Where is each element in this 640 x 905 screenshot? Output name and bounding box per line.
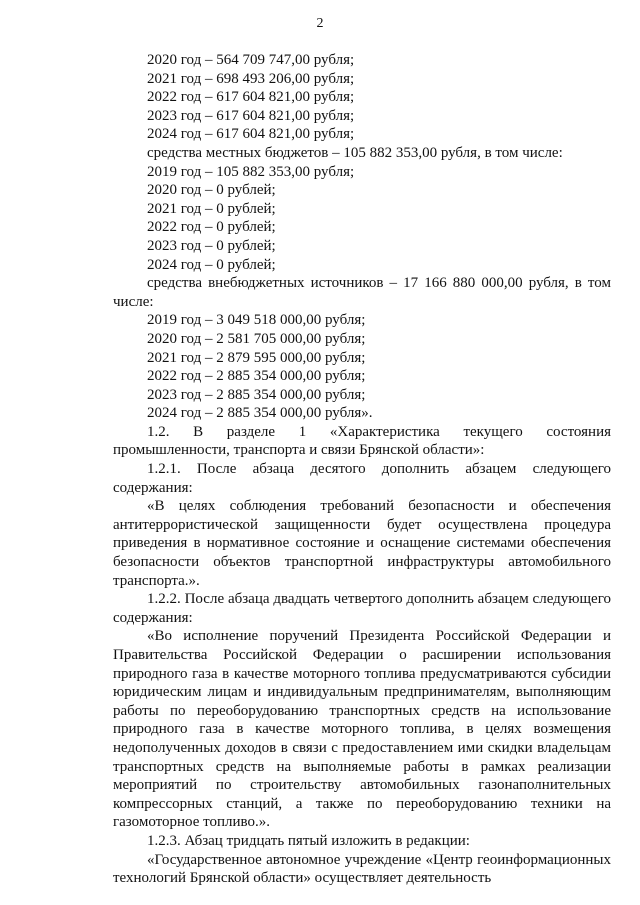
funding-line: 2022 год – 2 885 354 000,00 рубля; xyxy=(147,368,366,385)
funding-line: 2019 год – 3 049 518 000,00 рубля; xyxy=(147,312,366,329)
funding-line: 2020 год – 2 581 705 000,00 рубля; xyxy=(147,330,366,347)
funding-line: 2023 год – 0 рублей; xyxy=(147,237,276,254)
funding-line: 2022 год – 617 604 821,00 рубля; xyxy=(147,89,355,106)
page-number: 2 xyxy=(316,16,324,31)
extrabudget-paragraph: средства внебюджетных источников – 17 166 880 000,00 рубля, в том числе: xyxy=(113,275,611,310)
quote-3: «Государственное автономное учреждение «Центр геоинформационных технологий Брянской области» осуществляет деятельность xyxy=(113,851,611,887)
funding-line: 2023 год – 617 604 821,00 рубля; xyxy=(147,107,355,124)
funding-line: 2024 год – 617 604 821,00 рубля; xyxy=(147,126,355,143)
document-body xyxy=(113,51,611,888)
funding-list-b xyxy=(113,311,611,423)
funding-line: 2019 год – 105 882 353,00 рубля; xyxy=(147,163,355,180)
paragraph-1-2-3: 1.2.3. Абзац тридцать пятый изложить в редакции: xyxy=(147,832,470,849)
paragraph-1-2-2: 1.2.2. После абзаца двадцать четвертого дополнить абзацем следующего содержания: xyxy=(113,591,611,626)
funding-line: 2024 год – 2 885 354 000,00 рубля». xyxy=(147,405,373,422)
funding-line: 2021 год – 0 рублей; xyxy=(147,200,276,217)
funding-line: 2024 год – 0 рублей; xyxy=(147,256,276,273)
funding-line: 2021 год – 698 493 206,00 рубля; xyxy=(147,70,355,87)
funding-line: 2020 год – 0 рублей; xyxy=(147,182,276,199)
paragraph-1-2-1: 1.2.1. После абзаца десятого дополнить абзацем следующего содержания: xyxy=(113,461,611,496)
funding-line: 2021 год – 2 879 595 000,00 рубля; xyxy=(147,349,366,366)
funding-line: средства местных бюджетов – 105 882 353,00 рубля, в том числе: xyxy=(147,144,563,161)
funding-line: 2023 год – 2 885 354 000,00 рубля; xyxy=(147,386,366,403)
funding-line: 2022 год – 0 рублей; xyxy=(147,219,276,236)
quote-1: «В целях соблюдения требований безопасности и обеспечения антитеррористической защищенности будет осуществлена процедура приведения в нормативное состояние и оснащение системами обеспечения безопасности объектов транспортной инфраструктуры автомобильного транспорта.». xyxy=(113,498,611,589)
funding-list-a xyxy=(113,51,611,274)
funding-line: 2020 год – 564 709 747,00 рубля; xyxy=(147,52,355,68)
quote-2: «Во исполнение поручений Президента Российской Федерации и Правительства Российской Федерации о расширении использования природного газа в качестве моторного топлива предусматриваются субсидии юридическим лицам и индивидуальным предпринимателям, выполняющим работы по переоборудованию транспортных средств на использование природного газа в качестве моторного топлива, в целях возмещения недополученных доходов в связи с предоставлением ими скидки владельцам транспортных средств на выполняемые работы в рамках реализации мероприятий по строительству автомобильных газонаполнительных компрессорных станций, а также по переоборудованию техники на газомоторное топливо.». xyxy=(113,628,611,831)
paragraph-1-2: 1.2. В разделе 1 «Характеристика текущего состояния промышленности, транспорта и связи Брянской области»: xyxy=(113,423,611,459)
